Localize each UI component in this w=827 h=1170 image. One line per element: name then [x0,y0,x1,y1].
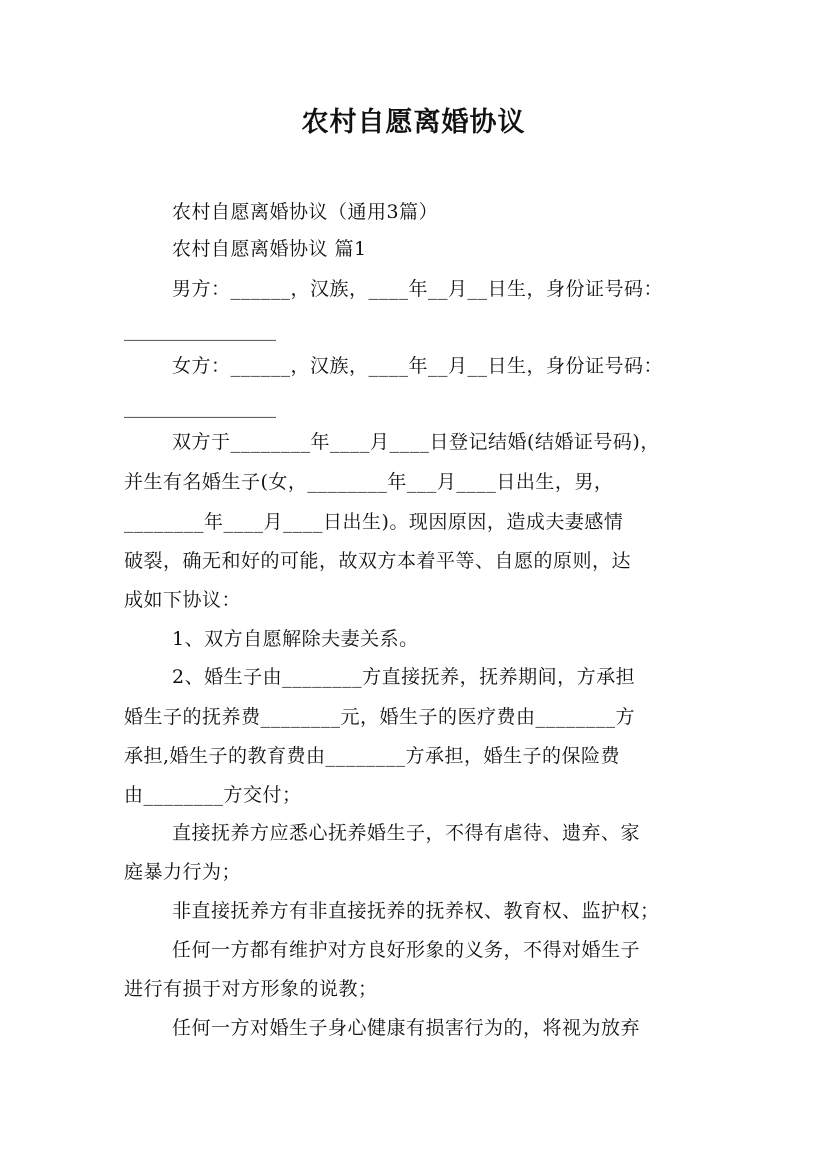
paragraph-line: 由________方交付； [124,784,302,806]
paragraph-line: 任何一方都有维护对方良好形象的义务，不得对婚生子 [172,939,641,961]
paragraph-line: 进行有损于对方形象的说教； [124,978,378,1000]
paragraph-line: 直接抚养方应悉心抚养婚生子，不得有虐待、遗弃、家 [172,822,641,844]
blank-field-line: ________________ [124,396,276,418]
paragraph-line: 成如下协议： [124,589,242,611]
clause-line: 2、婚生子由________方直接抚养，抚养期间，方承担 [172,666,636,688]
document-title: 农村自愿离婚协议 [301,107,526,138]
paragraph-line: 双方于________年____月____日登记结婚(结婚证号码)， [172,431,660,453]
clause-line: 1、双方自愿解除夫妻关系。 [172,628,419,650]
paragraph-line: 非直接抚养方有非直接抚养的抚养权、教育权、监护权； [172,900,660,922]
paragraph-line: ________年____月____日出生)。现因原因，造成夫妻感情 [124,511,624,533]
paragraph-line: 婚生子的抚养费________元，婚生子的医疗费由________方 [124,706,636,728]
paragraph-line: 承担,婚生子的教育费由________方承担，婚生子的保险费 [124,745,621,767]
paragraph-line: 并生有名婚生子(女，________年___月____日出生，男， [124,471,614,493]
paragraph-line: 男方：______，汉族，____年__月__日生，身份证号码： [172,278,664,300]
paragraph-line: 女方：______，汉族，____年__月__日生，身份证号码： [172,355,664,377]
subtitle-line: 农村自愿离婚协议（通用3篇） [172,201,439,223]
blank-field-line: ________________ [124,319,276,341]
paragraph-line: 破裂，确无和好的可能，故双方本着平等、自愿的原则，达 [124,550,632,572]
paragraph-line: 任何一方对婚生子身心健康有损害行为的，将视为放弃 [172,1017,641,1039]
paragraph-line: 庭暴力行为； [124,861,242,883]
section-heading: 农村自愿离婚协议 篇1 [172,238,367,260]
